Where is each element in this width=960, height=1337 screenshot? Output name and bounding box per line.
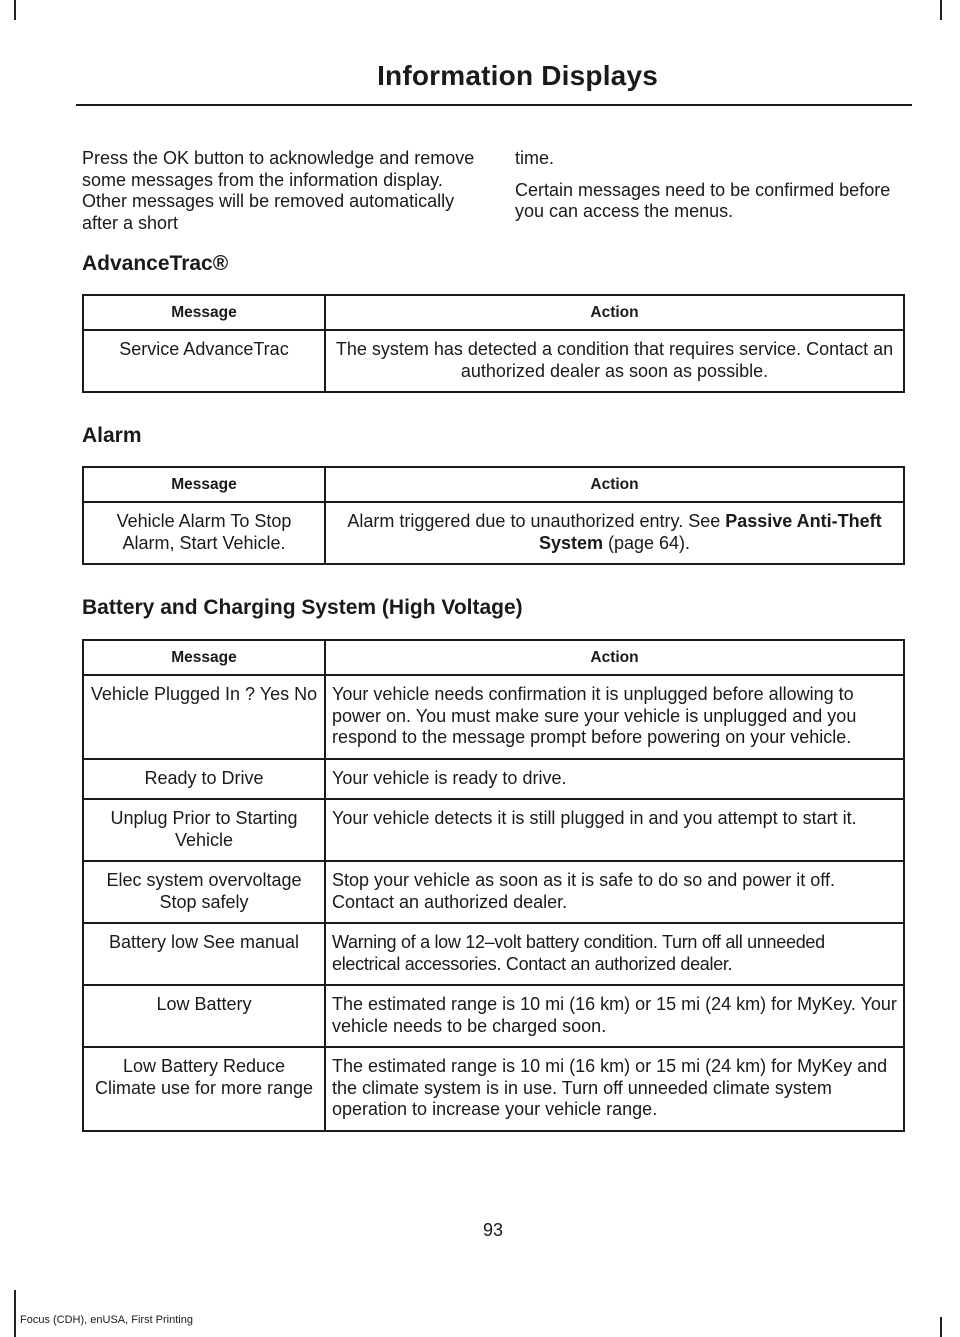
message-cell: Low Battery Reduce Climate use for more range	[83, 1047, 325, 1131]
crop-mark	[940, 0, 942, 20]
column-header-action: Action	[325, 467, 904, 502]
table-row	[83, 1047, 904, 1131]
message-cell: Unplug Prior to Starting Vehicle	[83, 799, 325, 861]
table-row	[83, 675, 904, 759]
action-cell	[325, 502, 904, 564]
battery-table	[82, 639, 905, 1132]
intro-paragraph: Press the OK button to acknowledge and remove some messages from the information display. Other messages will be removed automatically after a short	[82, 148, 475, 233]
intro-paragraph: Certain messages need to be confirmed before you can access the menus.	[515, 179, 891, 221]
section-heading-battery: Battery and Charging System (High Voltage)	[82, 596, 523, 619]
message-cell: Vehicle Plugged In ? Yes No	[83, 675, 325, 759]
action-cell: Stop your vehicle as soon as it is safe to do so and power it off. Contact an authorized dealer.	[325, 861, 904, 923]
crop-mark	[14, 1290, 16, 1337]
action-cell: Your vehicle detects it is still plugged in and you attempt to start it.	[325, 799, 904, 861]
table-row	[83, 861, 904, 923]
column-header-action: Action	[325, 295, 904, 330]
intro-right-column	[515, 148, 905, 233]
message-cell: Elec system overvoltage Stop safely	[83, 861, 325, 923]
column-header-message: Message	[83, 467, 325, 502]
message-cell: Ready to Drive	[83, 759, 325, 800]
table-row	[83, 923, 904, 985]
action-cell: The system has detected a condition that requires service. Contact an authorized dealer as soon as possible.	[325, 330, 904, 392]
table-row	[83, 502, 904, 564]
advancetrac-table	[82, 294, 905, 393]
page-reference: (page 64).	[602, 532, 691, 553]
table-row	[83, 759, 904, 800]
table-header-row	[83, 295, 904, 330]
table-header-row	[83, 467, 904, 502]
action-cell: Warning of a low 12–volt battery condition. Turn off all unneeded electrical accessories. Contact an authorized dealer.	[325, 923, 904, 985]
title-divider	[76, 104, 912, 106]
action-cell: The estimated range is 10 mi (16 km) or 15 mi (24 km) for MyKey. Your vehicle needs to be charged soon.	[325, 985, 904, 1047]
message-cell: Vehicle Alarm To Stop Alarm, Start Vehicle.	[83, 502, 325, 564]
action-cell: Your vehicle needs confirmation it is unplugged before allowing to power on. You must make sure your vehicle is unplugged and you respond to the message prompt before powering on your vehicle.	[325, 675, 904, 759]
action-cell: The estimated range is 10 mi (16 km) or 15 mi (24 km) for MyKey and the climate system is in use. Turn off unneeded climate system operation to increase your vehicle range.	[325, 1047, 904, 1131]
section-heading-advancetrac: AdvanceTrac®	[82, 252, 229, 275]
footer-edition: Focus (CDH), enUSA, First Printing	[20, 1314, 193, 1326]
table-row	[83, 985, 904, 1047]
intro-left-column	[82, 148, 482, 244]
page-number: 93	[482, 1220, 504, 1240]
alarm-table	[82, 466, 905, 565]
column-header-message: Message	[83, 295, 325, 330]
message-cell: Battery low See manual	[83, 923, 325, 985]
column-header-message: Message	[83, 640, 325, 675]
page-title: Information Displays	[377, 60, 658, 91]
section-heading-alarm: Alarm	[82, 424, 142, 447]
table-row	[83, 799, 904, 861]
action-text: Alarm triggered due to unauthorized entry. See	[347, 511, 726, 531]
passive-anti-theft-link[interactable]: Passive Anti-Theft System	[538, 511, 882, 553]
table-row	[83, 330, 904, 392]
message-cell: Low Battery	[83, 985, 325, 1047]
intro-continuation: time.	[515, 148, 555, 168]
column-header-action: Action	[325, 640, 904, 675]
crop-mark	[940, 1317, 942, 1337]
crop-mark	[14, 0, 16, 20]
action-cell: Your vehicle is ready to drive.	[325, 759, 904, 800]
message-cell: Service AdvanceTrac	[83, 330, 325, 392]
table-header-row	[83, 640, 904, 675]
